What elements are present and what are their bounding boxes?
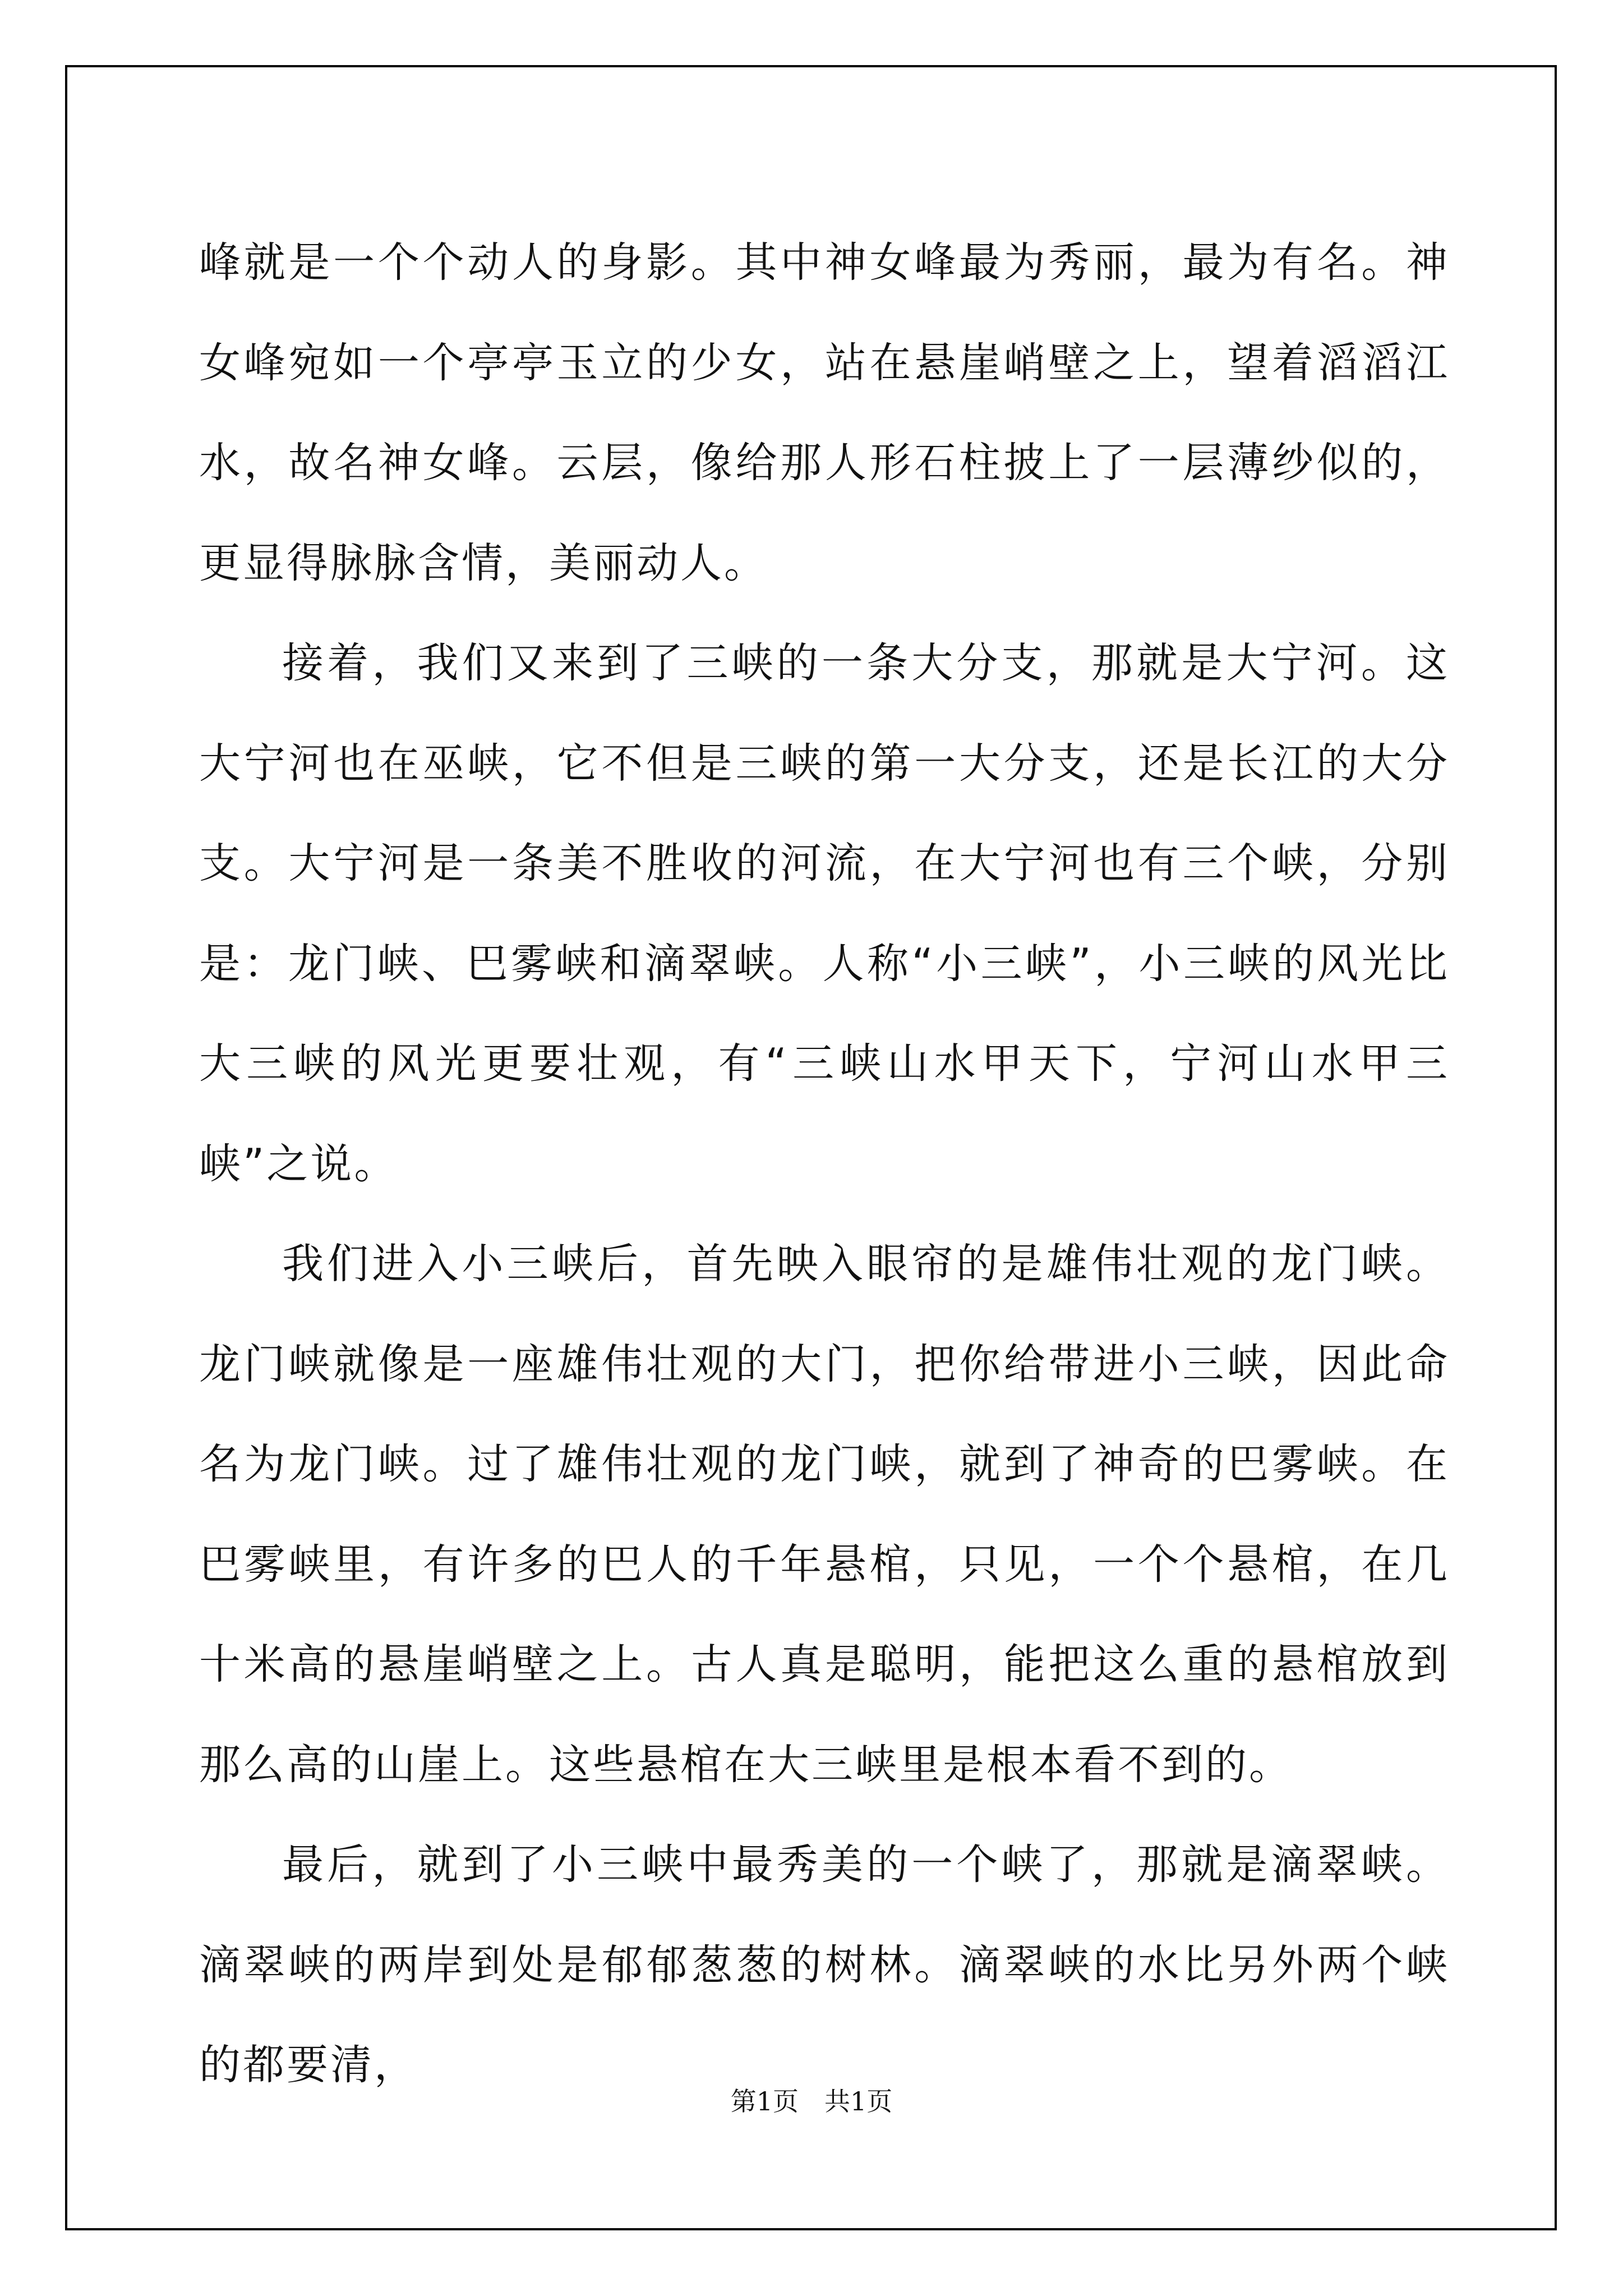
document-body bbox=[199, 213, 1450, 2115]
paragraph-3: 我们进入小三峡后，首先映入眼帘的是雄伟壮观的龙门峡。龙门峡就像是一座雄伟壮观的大门，把你给带进小三峡，因此命名为龙门峡。过了雄伟壮观的龙门峡，就到了神奇的巴雾峡。在巴雾峡里，有许多的巴人的千年悬棺，只见，一个个悬棺，在几十米高的悬崖峭壁之上。古人真是聪明，能把这么重的悬棺放到那么高的山崖上。这些悬棺在大三峡里是根本看不到的。 bbox=[199, 1240, 1450, 1789]
paragraph-1: 峰就是一个个动人的身影。其中神女峰最为秀丽，最为有名。神女峰宛如一个亭亭玉立的少女，站在悬崖峭壁之上，望着滔滔江水，故名神女峰。云层，像给那人形石柱披上了一层薄纱似的，更显得脉脉含情，美丽动人。 bbox=[199, 238, 1450, 587]
page-number-footer: 第1页 共1页 bbox=[730, 2086, 893, 2116]
paragraph-4: 最后，就到了小三峡中最秀美的一个峡了，那就是滴翠峡。滴翠峡的两岸到处是郁郁葱葱的树林。滴翠峡的水比另外两个峡的都要清， bbox=[199, 1841, 1450, 2089]
paragraph-2: 接着，我们又来到了三峡的一条大分支，那就是大宁河。这大宁河也在巫峡，它不但是三峡的第一大分支，还是长江的大分支。大宁河是一条美不胜收的河流，在大宁河也有三个峡，分别是：龙门峡、巴雾峡和滴翠峡。人称“小三峡”，小三峡的风光比大三峡的风光更要壮观，有“三峡山水甲天下，宁河山水甲三峡”之说。 bbox=[199, 639, 1450, 1188]
